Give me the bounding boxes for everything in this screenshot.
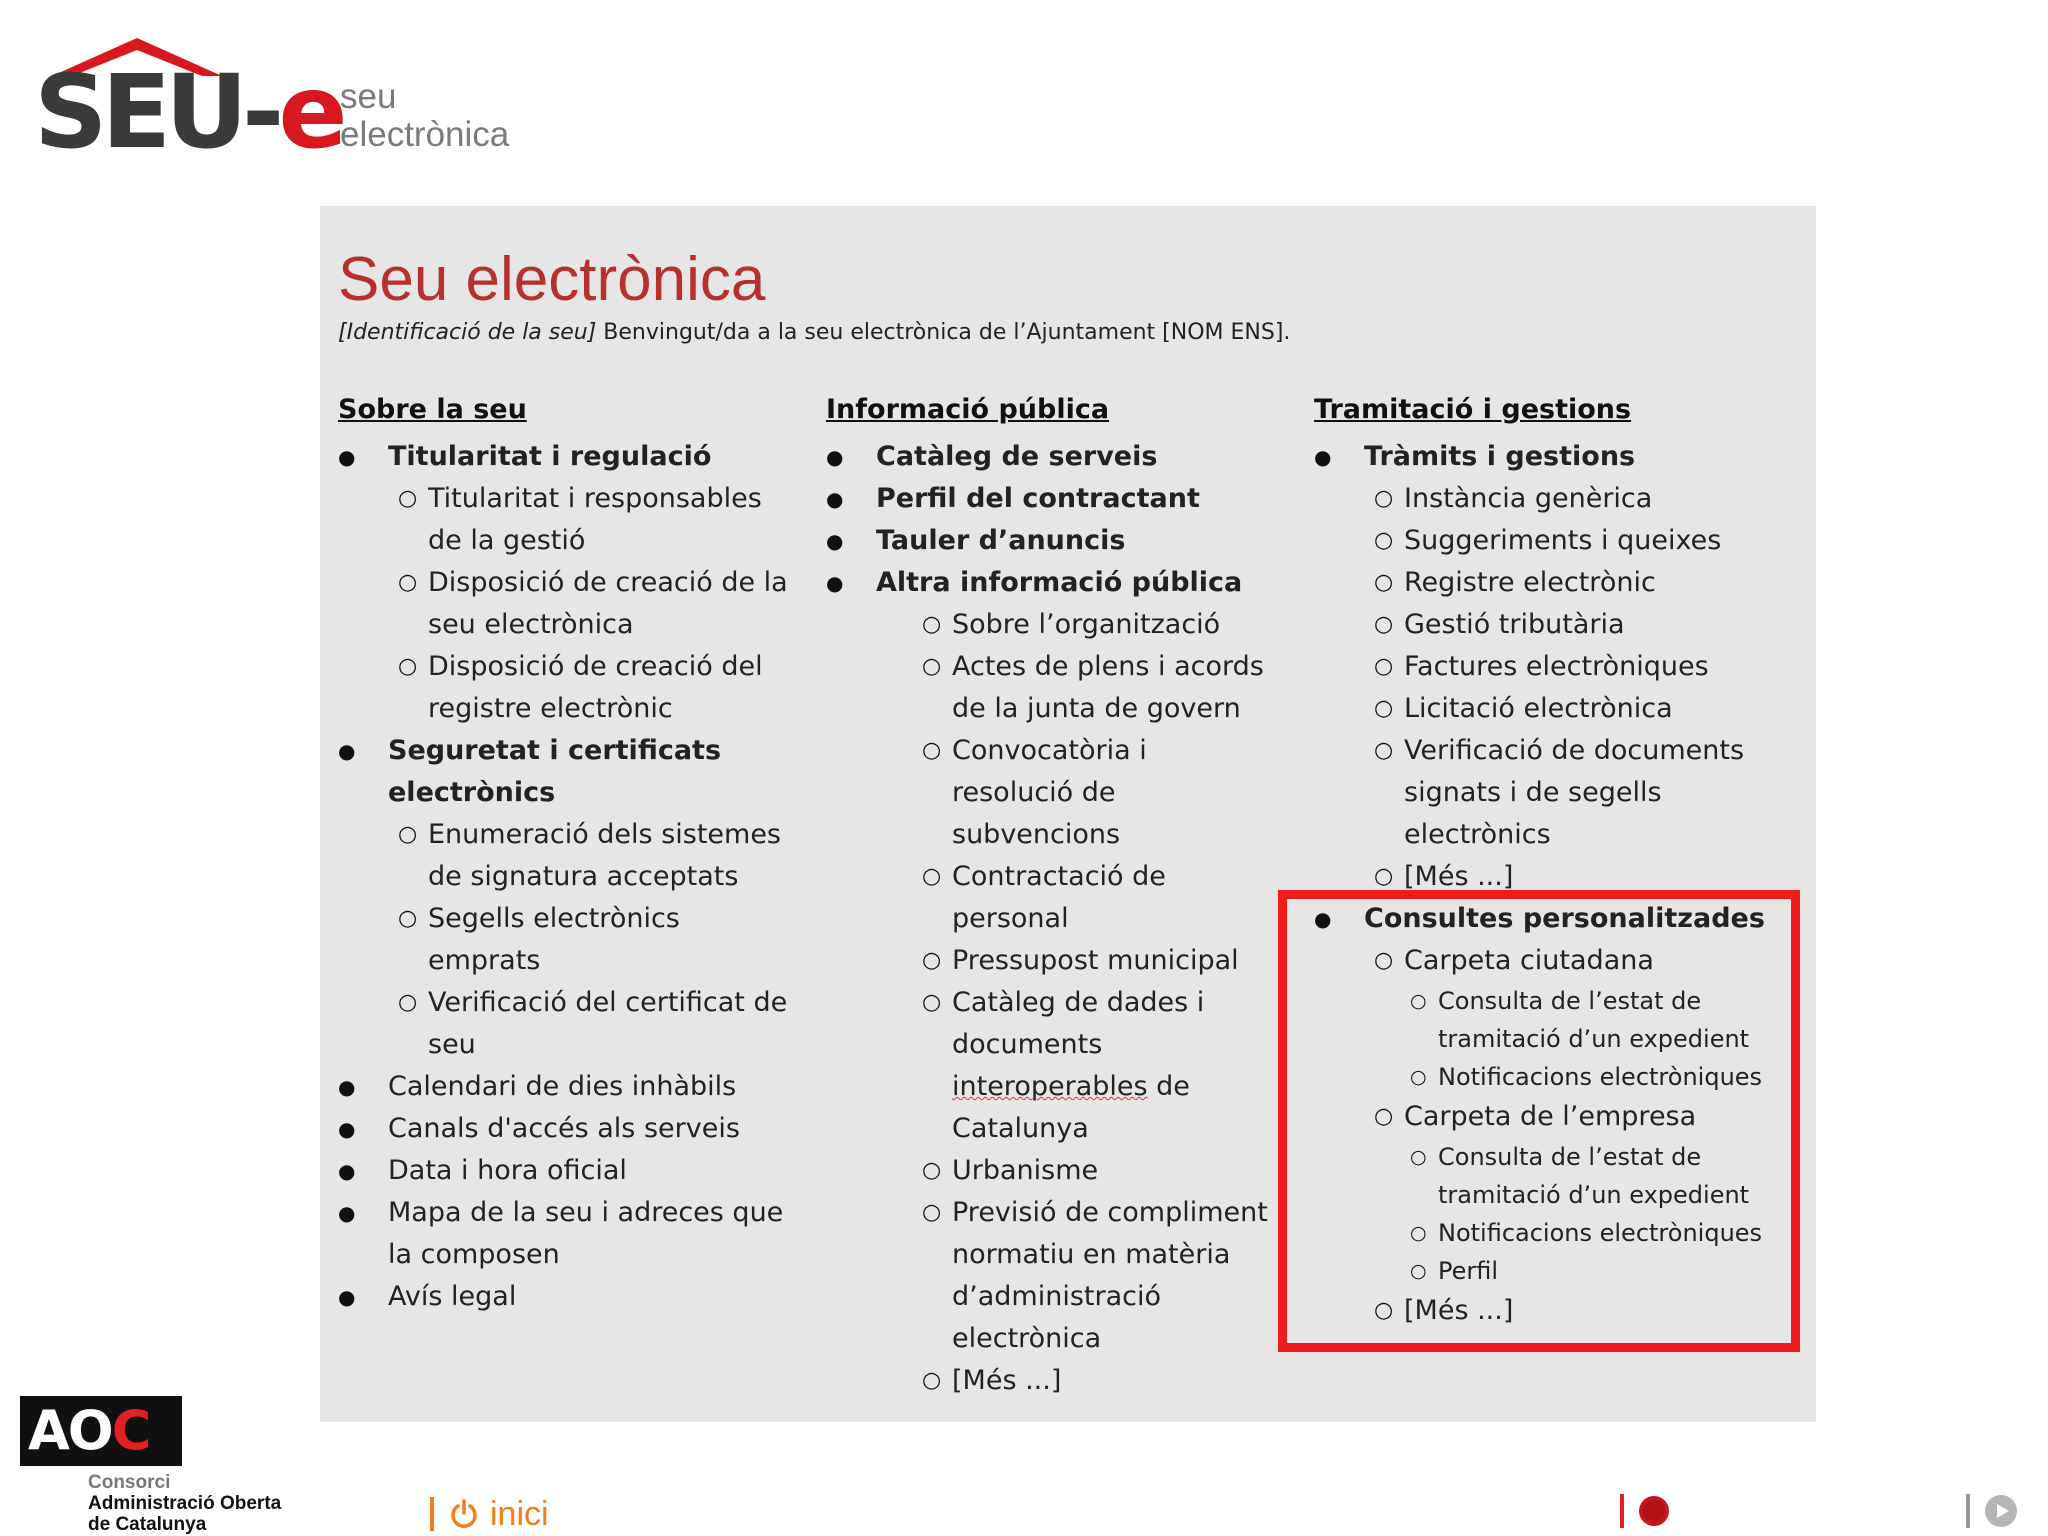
column-heading[interactable]: Informació pública (826, 394, 1110, 425)
list-item[interactable]: ○ Convocatòria i resolució de subvencions (918, 730, 1276, 856)
list-item[interactable]: ○ Suggeriments i queixes (1370, 520, 1794, 562)
column-heading[interactable]: Tramitació i gestions (1314, 394, 1632, 425)
list-item[interactable]: ○ Verificació del certificat de seu (394, 982, 798, 1066)
list-item[interactable]: ○ [Més ...] (1370, 856, 1794, 898)
list-item[interactable]: ○ Factures electròniques (1370, 646, 1794, 688)
list-item[interactable]: ○ Notificacions electròniques (1408, 1214, 1794, 1252)
list-item[interactable]: ○ Notificacions electròniques (1408, 1058, 1794, 1096)
list-item[interactable]: ○ Actes de plens i acords de la junta de govern (918, 646, 1276, 730)
column-sobre-la-seu (338, 390, 798, 1318)
logo-subtitle: seu electrònica (340, 77, 510, 154)
list-item[interactable]: ○ Perfil (1408, 1252, 1794, 1290)
inici-button[interactable] (430, 1494, 549, 1534)
divider (1966, 1494, 1970, 1528)
list-item[interactable]: ● Altra informació pública ○ Sobre l’organització ○ Actes de plens i acords de la junta de govern ○ Convocatòria i resolució de subvencions ○ Contractació de personal ○ Pressupost municipal ○ Catàleg de dades i documents interoperables de Catalunya ○ Urbanisme ○ Previsió de compliment normatiu en matèria d’administració electrònica ○ [Més ...] (826, 562, 1276, 1402)
list-item[interactable]: ○ Enumeració dels sistemes de signatura acceptats (394, 814, 798, 898)
list-item-consultes-personalitzades[interactable]: ● Consultes personalitzades ○ Carpeta ciutadana ○ Consulta de l’estat de tramitació d’un expedient ○ Notificacions electròniques ○ Carpeta de l’empresa ○ Consulta de l’estat de tramitació d’un expedient ○ Notificacions electròniques ○ Perfil ○ [Més ...] (1314, 898, 1794, 1332)
column-informacio-publica (826, 390, 1276, 1402)
list-item[interactable]: ○ Consulta de l’estat de tramitació d’un expedient (1408, 982, 1794, 1058)
list-item[interactable]: ○ Sobre l’organització (918, 604, 1276, 646)
list-item[interactable]: ● Canals d'accés als serveis (338, 1108, 798, 1150)
list-item[interactable]: ○ Segells electrònics emprats (394, 898, 798, 982)
list-item[interactable]: ○ Titularitat i responsables de la gestió (394, 478, 798, 562)
list-item[interactable]: ○ Consulta de l’estat de tramitació d’un expedient (1408, 1138, 1794, 1214)
page-subtitle: [Identificació de la seu] Benvingut/da a la seu electrònica de l’Ajuntament [NOM ENS]. (338, 320, 1291, 345)
list-item[interactable]: ○ Carpeta de l’empresa ○ Consulta de l’estat de tramitació d’un expedient ○ Notificacions electròniques ○ Perfil (1370, 1096, 1794, 1290)
divider (1620, 1494, 1624, 1528)
list-item[interactable]: ● Catàleg de serveis (826, 436, 1276, 478)
list-item[interactable]: ● Avís legal (338, 1276, 798, 1318)
list-item[interactable]: ○ Disposició de creació de la seu electrònica (394, 562, 798, 646)
record-button[interactable] (1620, 1494, 1670, 1528)
list-item[interactable]: ○ Disposició de creació del registre electrònic (394, 646, 798, 730)
list-item[interactable]: ● Mapa de la seu i adreces que la composen (338, 1192, 798, 1276)
next-button[interactable] (1966, 1494, 2018, 1528)
list-item[interactable]: ● Titularitat i regulació ○ Titularitat i responsables de la gestió ○ Disposició de creació de la seu electrònica ○ Disposició de creació del registre electrònic (338, 436, 798, 730)
logo-mark: SEU-e (34, 53, 348, 172)
list-item[interactable]: ○ Verificació de documents signats i de segells electrònics (1370, 730, 1794, 856)
list-item[interactable]: ○ Previsió de compliment normatiu en matèria d’administració electrònica (918, 1192, 1276, 1360)
list-item[interactable]: ● Perfil del contractant (826, 478, 1276, 520)
highlight-box (1278, 890, 1800, 1352)
list-item[interactable]: ● Tràmits i gestions ○ Instància genèrica ○ Suggeriments i queixes ○ Registre electrònic ○ Gestió tributària ○ Factures electròniques ○ Licitació electrònica ○ Verificació de documents signats i de segells electrònics ○ [Més ...] (1314, 436, 1794, 898)
aoc-logo-mark: AOC (20, 1396, 182, 1466)
inici-label: inici (490, 1494, 549, 1533)
list-item[interactable]: ● Seguretat i certificats electrònics ○ Enumeració dels sistemes de signatura acceptats ○ Segells electrònics emprats ○ Verificació del certificat de seu (338, 730, 798, 1066)
list-item[interactable]: ○ Gestió tributària (1370, 604, 1794, 646)
list-item[interactable]: ○ [Més ...] (918, 1360, 1276, 1402)
list-item[interactable]: ○ Contractació de personal (918, 856, 1276, 940)
seu-e-logo (30, 36, 550, 172)
list-item[interactable]: ○ Licitació electrònica (1370, 688, 1794, 730)
aoc-logo (20, 1396, 281, 1535)
power-icon (448, 1498, 480, 1530)
list-item[interactable]: ● Calendari de dies inhàbils (338, 1066, 798, 1108)
list-item[interactable]: ○ Carpeta ciutadana ○ Consulta de l’estat de tramitació d’un expedient ○ Notificacions electròniques (1370, 940, 1794, 1096)
list-item[interactable]: ○ Pressupost municipal (918, 940, 1276, 982)
record-icon (1638, 1495, 1670, 1527)
list-item[interactable]: ● Data i hora oficial (338, 1150, 798, 1192)
slide-panel (320, 206, 1816, 1422)
list-item[interactable]: ○ Urbanisme (918, 1150, 1276, 1192)
play-icon (1984, 1494, 2018, 1528)
aoc-caption: Consorci Administració Oberta de Catalunya (88, 1472, 282, 1535)
spellcheck-underline: interoperables (952, 1071, 1148, 1102)
list-item[interactable]: ○ Registre electrònic (1370, 562, 1794, 604)
list-item[interactable]: ○ Catàleg de dades i documents interoperables de Catalunya (918, 982, 1276, 1150)
list-item[interactable]: ○ Instància genèrica (1370, 478, 1794, 520)
page-title: Seu electrònica (338, 245, 766, 314)
list-item[interactable]: ○ [Més ...] (1370, 1290, 1794, 1332)
list-item[interactable]: ● Tauler d’anuncis (826, 520, 1276, 562)
divider (430, 1497, 434, 1531)
column-heading[interactable]: Sobre la seu (338, 394, 527, 425)
